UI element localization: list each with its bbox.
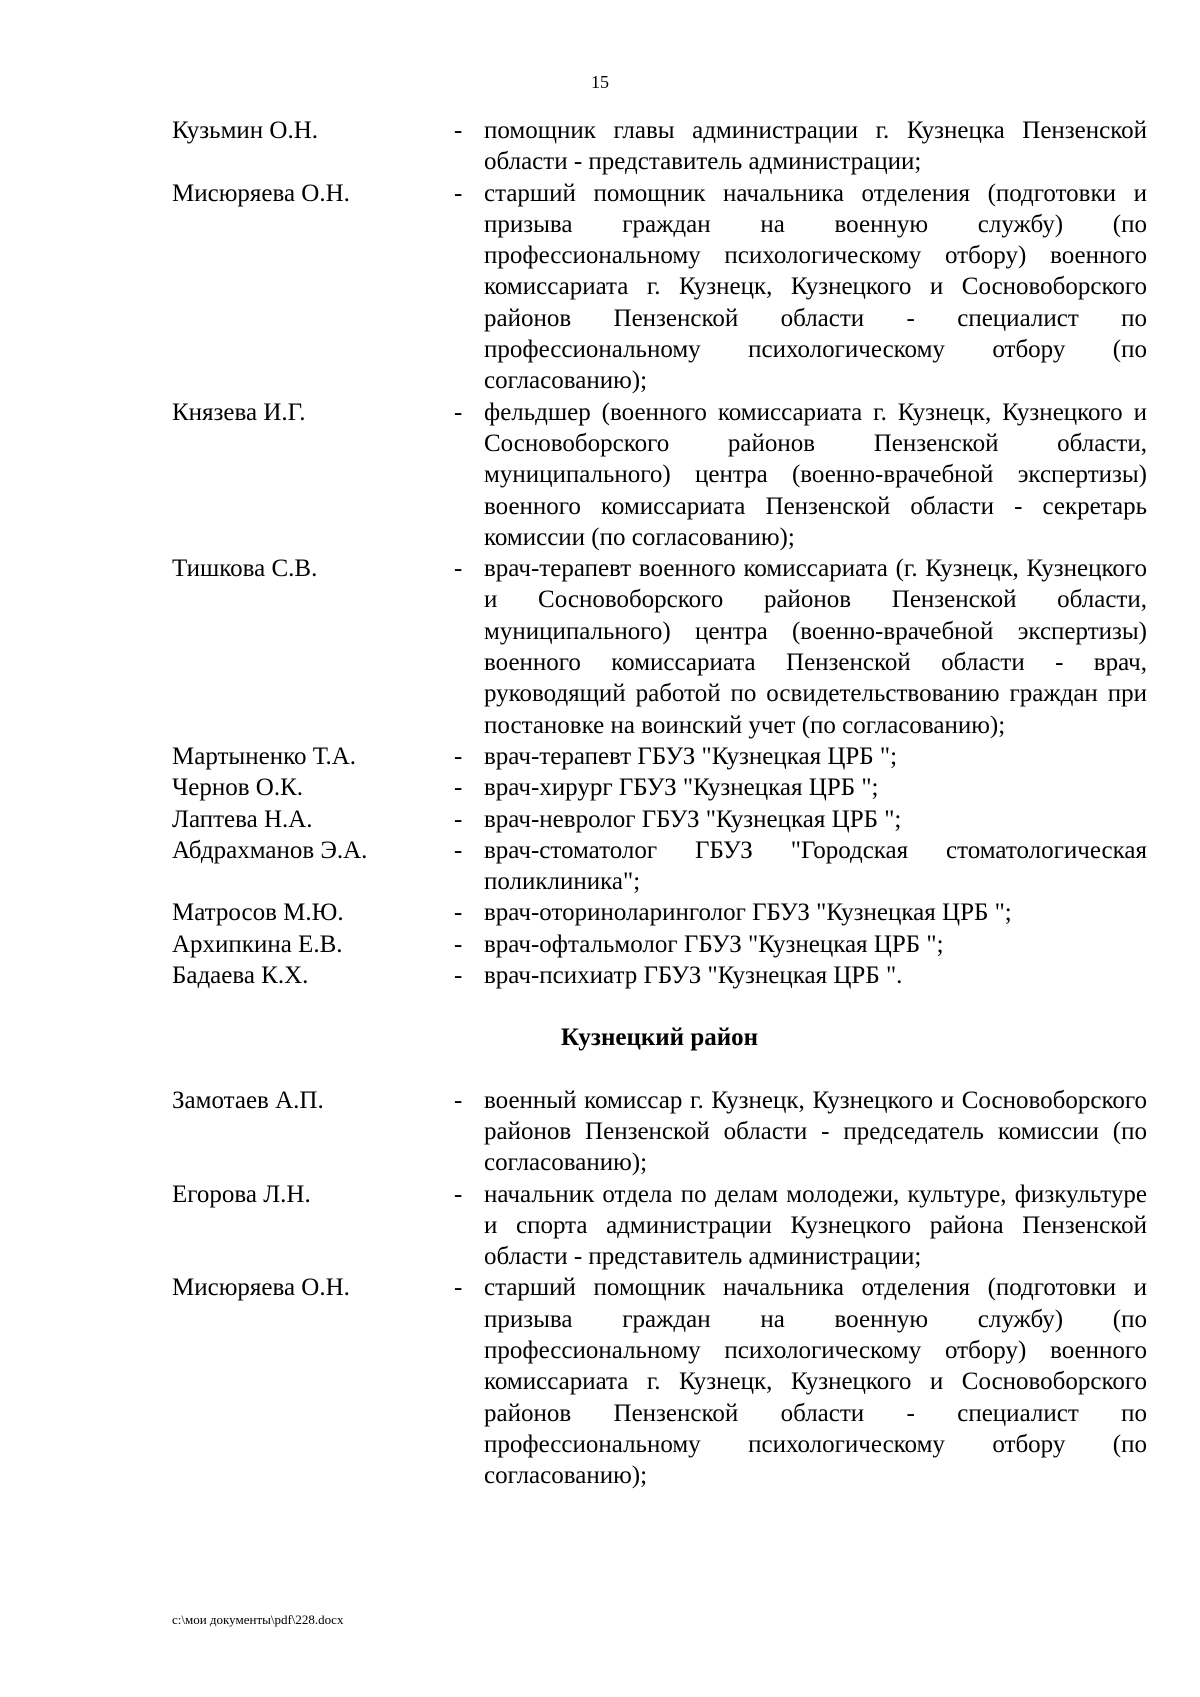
member-name: Замотаев А.П. xyxy=(172,1086,324,1114)
member-role: помощник главы администрации г. Кузнецка Пензенской области - представитель администрации; xyxy=(484,117,1147,176)
separator-dash: - xyxy=(454,1180,463,1208)
member-role: врач-хирург ГБУЗ "Кузнецкая ЦРБ "; xyxy=(484,774,879,802)
member-name: Князева И.Г. xyxy=(172,398,306,426)
member-role: врач-психиатр ГБУЗ "Кузнецкая ЦРБ ". xyxy=(484,962,903,990)
member-role: военный комиссар г. Кузнецк, Кузнецкого и Сосновоборского районов Пензенской области - председатель комиссии (по согласованию); xyxy=(484,1086,1147,1177)
file-path-footer: c:\мои документы\pdf\228.docx xyxy=(172,1612,344,1627)
member-entry xyxy=(172,772,1147,803)
member-entry xyxy=(172,115,1147,178)
separator-dash: - xyxy=(454,179,463,207)
separator-dash: - xyxy=(454,742,463,770)
member-entry xyxy=(172,178,1147,397)
separator-dash: - xyxy=(454,962,463,990)
member-name: Архипкина Е.В. xyxy=(172,930,343,958)
member-name: Мисюряева О.Н. xyxy=(172,1274,350,1302)
member-entry xyxy=(172,897,1147,928)
member-name: Кузьмин О.Н. xyxy=(172,117,319,144)
member-name: Бадаева К.Х. xyxy=(172,962,309,990)
separator-dash: - xyxy=(454,1086,463,1114)
member-role: врач-офтальмолог ГБУЗ "Кузнецкая ЦРБ "; xyxy=(484,930,944,958)
member-name: Матросов М.Ю. xyxy=(172,899,344,927)
separator-dash: - xyxy=(454,805,463,833)
member-role: врач-стоматолог ГБУЗ "Городская стоматологическая поликлиника"; xyxy=(484,836,1147,896)
member-role: фельдшер (военного комиссариата г. Кузнецк, Кузнецкого и Сосновоборского районов Пензенской области, муниципального) центра (военно-врачебной экспертизы) военного комиссариата Пензенской области - секретарь комиссии (по согласованию); xyxy=(484,398,1147,551)
member-name: Егорова Л.Н. xyxy=(172,1180,311,1208)
member-entry xyxy=(172,960,1147,991)
member-role: врач-невролог ГБУЗ "Кузнецкая ЦРБ "; xyxy=(484,805,902,833)
separator-dash: - xyxy=(454,774,463,802)
member-entry xyxy=(172,929,1147,960)
separator-dash: - xyxy=(454,899,463,927)
member-role: старший помощник начальника отделения (подготовки и призыва граждан на военную службу) (по профессиональному психологическому отбору) военного комиссариата г. Кузнецк, Кузнецкого и Сосновоборского районов Пензенской области - специалист по профессиональному психологическому отбору (по согласованию); xyxy=(484,1274,1147,1490)
separator-dash: - xyxy=(454,930,463,958)
member-name: Абдрахманов Э.А. xyxy=(172,836,368,864)
member-entry xyxy=(172,804,1147,835)
member-name: Мисюряева О.Н. xyxy=(172,179,350,207)
member-name: Чернов О.К. xyxy=(172,774,304,802)
member-entry xyxy=(172,1272,1147,1491)
commission-members-list xyxy=(172,115,1147,991)
member-role: врач-терапевт военного комиссариата (г. Кузнецк, Кузнецкого и Сосновоборского районов Пензенской области, муниципального) центра (военно-врачебной экспертизы) военного комиссариата Пензенской области - врач, руководящий работой по освидетельствованию граждан при постановке на воинский учет (по согласованию); xyxy=(484,555,1147,739)
section-heading: Кузнецкий район xyxy=(560,1024,759,1052)
member-role: старший помощник начальника отделения (подготовки и призыва граждан на военную службу) (по профессиональному психологическому отбору) военного комиссариата г. Кузнецк, Кузнецкого и Сосновоборского районов Пензенской области - специалист по профессиональному психологическому отбору (по согласованию); xyxy=(484,179,1147,395)
member-entry xyxy=(172,835,1147,898)
document-body xyxy=(172,115,1147,1491)
member-role: врач-оториноларинголог ГБУЗ "Кузнецкая ЦРБ "; xyxy=(484,899,1012,927)
separator-dash: - xyxy=(454,555,463,583)
member-entry xyxy=(172,1085,1147,1179)
member-name: Тишкова С.В. xyxy=(172,555,318,583)
member-role: начальник отдела по делам молодежи, культуре, физкультуре и спорта администрации Кузнецкого района Пензенской области - представитель администрации; xyxy=(484,1180,1147,1271)
separator-dash: - xyxy=(454,398,463,426)
separator-dash: - xyxy=(454,117,463,144)
separator-dash: - xyxy=(454,1274,463,1302)
member-name: Лаптева Н.А. xyxy=(172,805,313,833)
member-entry xyxy=(172,397,1147,553)
page-number: 15 xyxy=(591,72,609,92)
member-role: врач-терапевт ГБУЗ "Кузнецкая ЦРБ "; xyxy=(484,742,898,770)
member-name: Мартыненко Т.А. xyxy=(172,742,357,770)
separator-dash: - xyxy=(454,836,463,864)
district-commission-list xyxy=(172,1085,1147,1492)
member-entry xyxy=(172,741,1147,772)
member-entry xyxy=(172,553,1147,741)
member-entry xyxy=(172,1179,1147,1273)
